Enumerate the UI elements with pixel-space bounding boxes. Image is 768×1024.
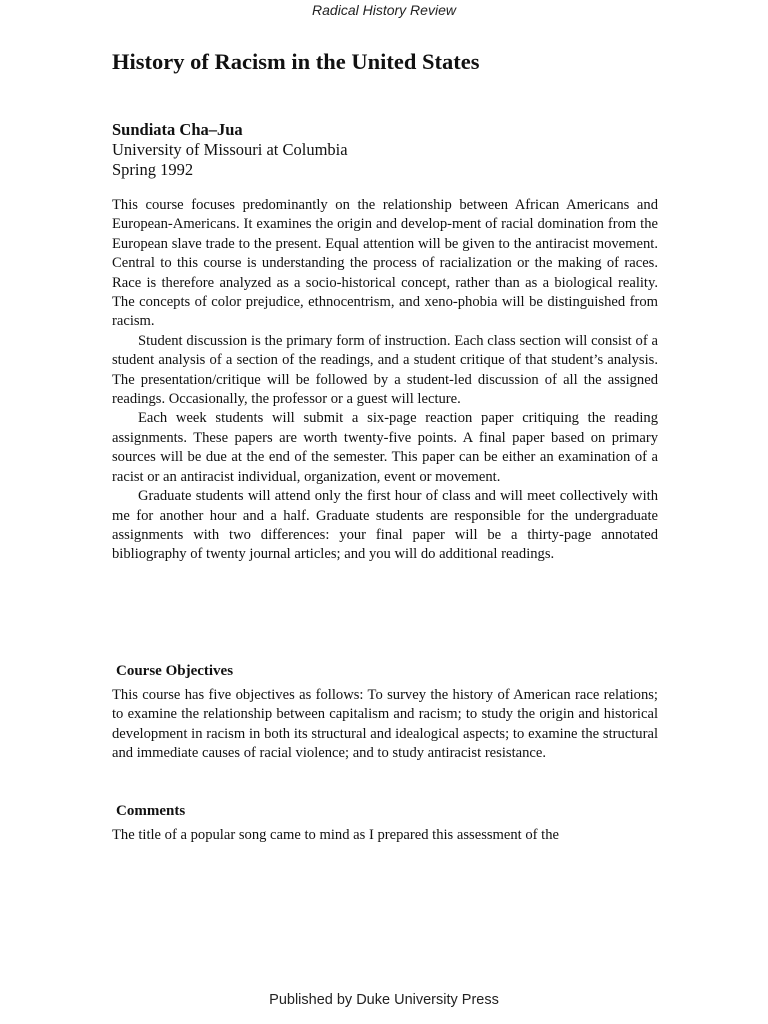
author-institution: University of Missouri at Columbia (112, 140, 348, 159)
section-heading-comments: Comments (116, 803, 186, 819)
body-paragraph: The title of a popular song came to mind as I prepared this assessment of the (112, 827, 560, 843)
body-paragraph: This course has five objectives as follows: To survey the history of American race relations; to examine the relationship between capitalism and racism; to study the origin and historical development in racism in both its structural and idealogical aspects; to examine the structural and immediate causes of racial violence; and to study antiracist resistance. (112, 687, 658, 762)
objectives-section (112, 686, 658, 764)
body-paragraph: Each week students will submit a six-page reaction paper critiquing the reading assignments. These papers are worth twenty-five points. A final paper based on primary sources will be due at the end of the semester. This paper can be either an examination of a racist or an antiracist individual, organization, event or movement. (112, 410, 658, 485)
intro-section (112, 196, 658, 565)
comments-section (112, 826, 658, 845)
running-head: Radical History Review (312, 2, 456, 18)
author-block (112, 120, 672, 180)
publisher-footer: Published by Duke University Press (269, 992, 499, 1008)
section-heading-objectives: Course Objectives (116, 663, 234, 679)
article-title: History of Racism in the United States (112, 49, 480, 74)
body-paragraph: Student discussion is the primary form of instruction. Each class section will consist of a student analysis of a section of the readings, and a student critique of that student’s analysis. The presentation/critique will be followed by a student-led discussion of all the assigned readings. Occasionally, the professor or a guest will lecture. (112, 332, 658, 408)
body-paragraph: Graduate students will attend only the first hour of class and will meet collectively with me for another hour and a half. Graduate students are responsible for the undergraduate assignments with two differences: your final paper will be a thirty-page annotated bibliography of twenty journal articles; and you will do additional readings. (112, 488, 658, 563)
course-term: Spring 1992 (112, 160, 194, 179)
author-name: Sundiata Cha–Jua (112, 120, 243, 139)
body-paragraph: This course focuses predominantly on the relationship between African Americans and European-Americans. It examines the origin and develop-ment of racial domination from the European slave trade to the present. Equal attention will be given to the antiracist movement. Central to this course is understanding the process of racialization or the making of races. Race is therefore analyzed as a socio-historical concept, rather than as a biological reality. The concepts of color prejudice, ethnocentrism, and xeno-phobia will be distinguished from racism. (112, 197, 658, 330)
